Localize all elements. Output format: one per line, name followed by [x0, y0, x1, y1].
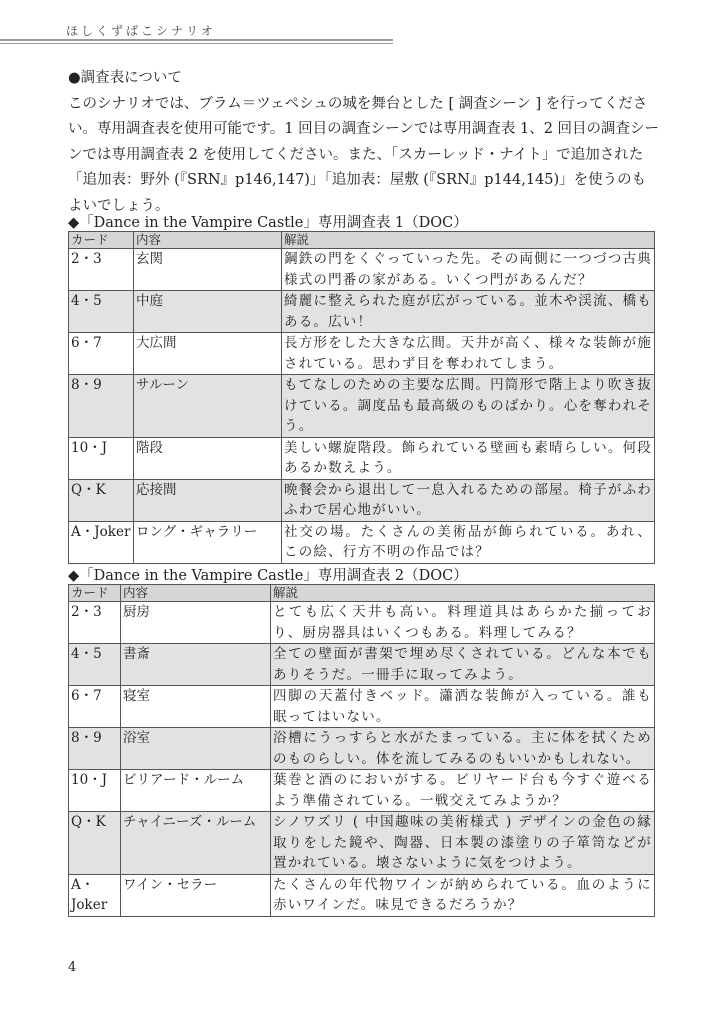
- table-row: [69, 686, 655, 728]
- column-header-content: 内容: [134, 232, 282, 249]
- cell-desc: シノワズリ ( 中国趣味の美術様式 ) デザインの金色の縁取りをした鏡や、陶器、日本製の漆塗りの子箪笥などが置かれている。壊さないように気をつけよう。: [271, 812, 655, 875]
- cell-content: 玄関: [134, 249, 282, 291]
- cell-card: 8・9: [69, 375, 134, 438]
- intro-section: [68, 66, 660, 219]
- cell-desc: 綺麗に整えられた庭が広がっている。並木や渓流、橋もある。広い！: [282, 291, 655, 333]
- table-row: [69, 333, 655, 375]
- column-header-card: カード: [69, 585, 121, 602]
- table-row: [69, 644, 655, 686]
- cell-card: 10・J: [69, 437, 134, 479]
- table-row: [69, 521, 655, 563]
- cell-card: 2・3: [69, 602, 121, 644]
- table-row: [69, 291, 655, 333]
- cell-desc: 浴槽にうっすらと水がたまっている。主に体を拭くためのものらしい。体を流してみるのもいいかもしれない。: [271, 728, 655, 770]
- cell-card: 4・5: [69, 644, 121, 686]
- section-heading: ●調査表について: [68, 70, 182, 86]
- cell-content: チャイニーズ・ルーム: [121, 812, 271, 875]
- cell-card: 6・7: [69, 686, 121, 728]
- cell-content: 階段: [134, 437, 282, 479]
- table-row: [69, 812, 655, 875]
- table-row: [69, 479, 655, 521]
- page-number: 4: [68, 960, 77, 975]
- cell-card: 8・9: [69, 728, 121, 770]
- cell-content: 厨房: [121, 602, 271, 644]
- cell-content: 応接間: [134, 479, 282, 521]
- cell-content: 浴室: [121, 728, 271, 770]
- cell-card: 10・J: [69, 770, 121, 812]
- table-row: [69, 602, 655, 644]
- table-row: [69, 437, 655, 479]
- cell-desc: もてなしのための主要な広間。円筒形で階上より吹き抜けている。調度品も最高級のものばかり。心を奪われそう。: [282, 375, 655, 438]
- cell-content: 寝室: [121, 686, 271, 728]
- cell-content: 中庭: [134, 291, 282, 333]
- table-1-title: ◆「Dance in the Vampire Castle」専用調査表 1（DOC）: [68, 215, 468, 231]
- cell-content: ビリアード・ルーム: [121, 770, 271, 812]
- cell-card: 2・3: [69, 249, 134, 291]
- investigation-table-2: [68, 584, 655, 917]
- running-header: ほしくずばこシナリオ: [66, 24, 216, 38]
- column-header-desc: 解説: [282, 232, 655, 249]
- table-row: [69, 874, 655, 916]
- header-rule: [0, 39, 393, 44]
- table-row: [69, 770, 655, 812]
- cell-desc: 葉巻と酒のにおいがする。ビリヤード台も今すぐ遊べるよう準備されている。一戦交えてみようか？: [271, 770, 655, 812]
- cell-desc: たくさんの年代物ワインが納められている。血のように赤いワインだ。味見できるだろうか？: [271, 874, 655, 916]
- cell-desc: とても広く天井も高い。料理道具はあらかた揃っており、厨房器具はいくつもある。料理してみる？: [271, 602, 655, 644]
- cell-content: サルーン: [134, 375, 282, 438]
- table-row: [69, 375, 655, 438]
- cell-desc: 全ての壁面が書架で埋め尽くされている。どんな本でもありそうだ。一冊手に取ってみよう。: [271, 644, 655, 686]
- cell-card: Q・K: [69, 812, 121, 875]
- cell-content: 大広間: [134, 333, 282, 375]
- table-row: [69, 249, 655, 291]
- table-row: [69, 728, 655, 770]
- cell-content: ワイン・セラー: [121, 874, 271, 916]
- column-header-content: 内容: [121, 585, 271, 602]
- cell-card: 6・7: [69, 333, 134, 375]
- cell-desc: 鋼鉄の門をくぐっていった先。その両側に一つづつ古典様式の門番の家がある。いくつ門があるんだ？: [282, 249, 655, 291]
- column-header-card: カード: [69, 232, 134, 249]
- cell-desc: 美しい螺旋階段。飾られている壁画も素晴らしい。何段あるか数えよう。: [282, 437, 655, 479]
- table-2-title: ◆「Dance in the Vampire Castle」専用調査表 2（DOC）: [68, 568, 468, 584]
- cell-desc: 晩餐会から退出して一息入れるための部屋。椅子がふわふわで居心地がいい。: [282, 479, 655, 521]
- investigation-table-1: [68, 231, 655, 564]
- cell-card: A・Joker: [69, 521, 134, 563]
- intro-paragraph: このシナリオでは、ブラム＝ツェペシュの城を舞台とした [ 調査シーン ] を行ってください。専用調査表を使用可能です。1 回目の調査シーンでは専用調査表 1、2 回目の調査シーンでは専用調査表 2 を使用してください。また、「スカーレッド・ナイト」で追加された「追加表：野外 (『SRN』p146,147)」「追加表：屋敷 (『SRN』p144,145)」を使うのもよいでしょう。: [68, 95, 660, 214]
- cell-content: 書斎: [121, 644, 271, 686]
- cell-content: ロング・ギャラリー: [134, 521, 282, 563]
- column-header-desc: 解説: [271, 585, 655, 602]
- cell-desc: 長方形をした大きな広間。天井が高く、様々な装飾が施されている。思わず目を奪われてしまう。: [282, 333, 655, 375]
- cell-desc: 社交の場。たくさんの美術品が飾られている。あれ、この絵、行方不明の作品では？: [282, 521, 655, 563]
- cell-card: 4・5: [69, 291, 134, 333]
- cell-card: Q・K: [69, 479, 134, 521]
- cell-desc: 四脚の天蓋付きベッド。瀟洒な装飾が入っている。誰も眠ってはいない。: [271, 686, 655, 728]
- cell-card: A・Joker: [69, 874, 121, 916]
